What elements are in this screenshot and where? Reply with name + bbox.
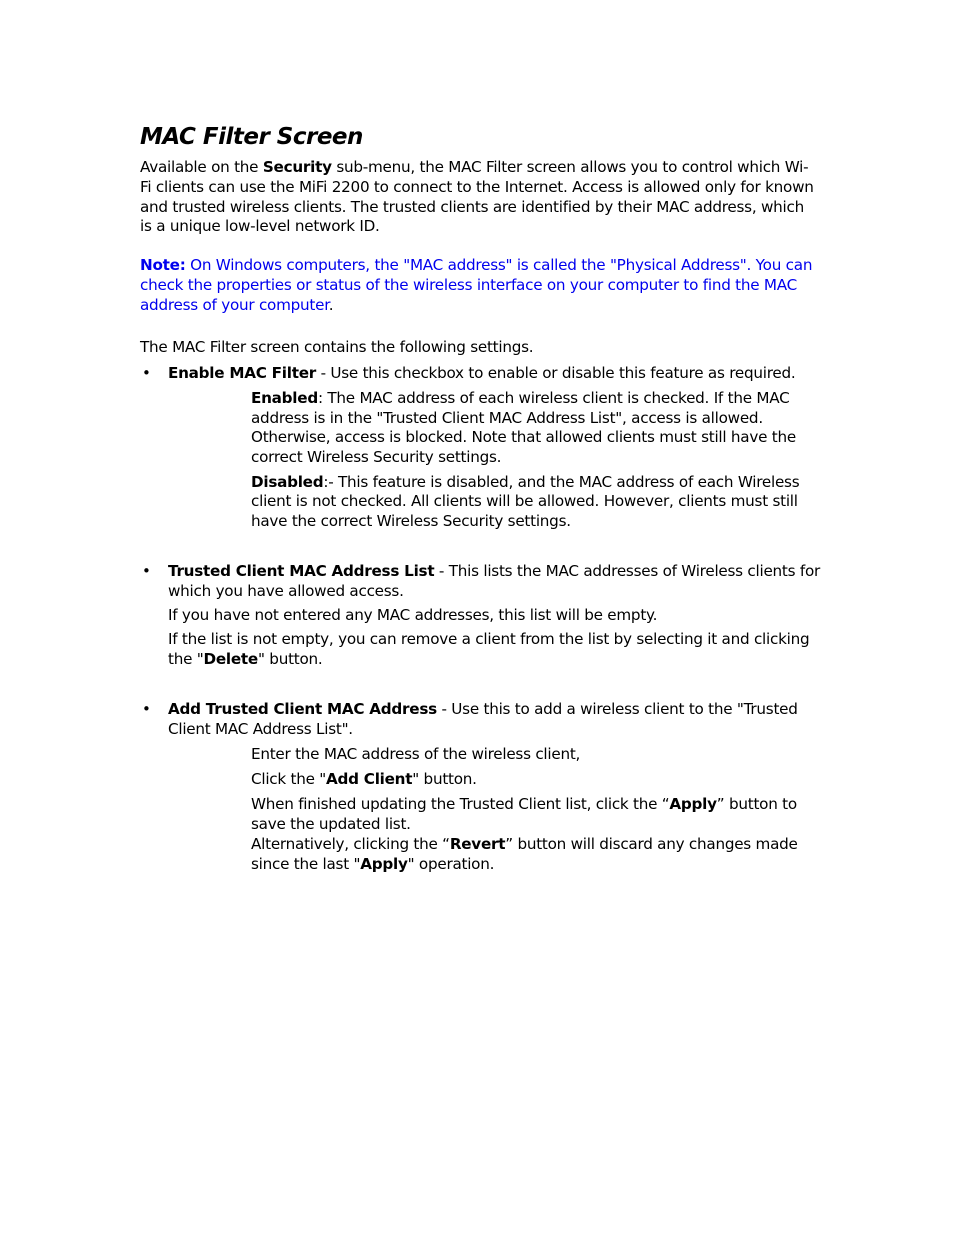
add-step-click [251, 770, 477, 790]
apply-term: Apply [669, 795, 717, 813]
bullet-marker: • [142, 700, 151, 718]
apply-term: Apply [360, 855, 408, 873]
add-client-item [168, 700, 798, 720]
enabled-label: Enabled [251, 389, 318, 407]
add-step-revert-1 [251, 835, 798, 855]
enable-filter-desc: - Use this checkbox to enable or disable this feature as required. [316, 364, 796, 382]
note-line-3 [140, 296, 333, 316]
note-line-1 [140, 256, 812, 276]
add-text: " button. [412, 770, 477, 788]
trusted-remove-line-2 [168, 650, 322, 670]
intro-text: sub-menu, the MAC Filter screen allows you to control which Wi- [331, 158, 809, 176]
page-title: MAC Filter Screen [140, 124, 363, 150]
security-term: Security [262, 158, 332, 176]
add-text: Click the " [251, 770, 327, 788]
trusted-list-label: Trusted Client MAC Address List [168, 562, 435, 580]
add-text: " operation. [407, 855, 495, 873]
add-text: When finished updating the Trusted Client list, click the “ [251, 795, 670, 813]
add-step-apply-1 [251, 795, 797, 815]
note-text: address of your computer [140, 296, 329, 314]
add-client-term: Add Client [326, 770, 413, 788]
add-text: Alternatively, clicking the “ [251, 835, 450, 853]
add-client-desc: - Use this to add a wireless client to the "Trusted [436, 700, 798, 718]
add-client-label: Add Trusted Client MAC Address [168, 700, 437, 718]
note-period: . [328, 296, 334, 314]
enabled-line-4: correct Wireless Security settings. [251, 448, 502, 466]
intro-line-3: and trusted wireless clients. The trusted clients are identified by their MAC address, which [140, 198, 804, 216]
note-text: On Windows computers, the "MAC address" is called the "Physical Address". You can [185, 256, 813, 274]
trusted-list-item [168, 562, 820, 582]
revert-term: Revert [449, 835, 506, 853]
intro-line-4: is a unique low-level network ID. [140, 217, 380, 235]
enabled-text: : The MAC address of each wireless client is checked. If the MAC [317, 389, 790, 407]
note-label: Note: [140, 256, 186, 274]
bullet-marker: • [142, 364, 151, 382]
enabled-line-3: Otherwise, access is blocked. Note that allowed clients must still have the [251, 428, 796, 446]
note-line-2: check the properties or status of the wireless interface on your computer to find the MAC [140, 276, 797, 294]
delete-term: Delete [203, 650, 258, 668]
add-text: ” button will discard any changes made [505, 835, 798, 853]
trusted-empty-note: If you have not entered any MAC addresses, this list will be empty. [168, 606, 658, 624]
trusted-text: " button. [257, 650, 323, 668]
add-text: since the last " [251, 855, 361, 873]
disabled-label: Disabled [251, 473, 324, 491]
trusted-line-2: which you have allowed access. [168, 582, 404, 600]
add-line-2: Client MAC Address List". [168, 720, 353, 738]
add-step-enter: Enter the MAC address of the wireless client, [251, 745, 581, 763]
enable-filter-item [168, 364, 795, 384]
intro-line-1 [140, 158, 808, 178]
disabled-line-3: have the correct Wireless Security settings. [251, 512, 571, 530]
disabled-text: :- This feature is disabled, and the MAC address of each Wireless [323, 473, 800, 491]
enabled-line-2: address is in the "Trusted Client MAC Address List", access is allowed. [251, 409, 763, 427]
trusted-list-desc: - This lists the MAC addresses of Wireless clients for [434, 562, 820, 580]
settings-intro: The MAC Filter screen contains the following settings. [140, 338, 534, 356]
trusted-remove-line-1: If the list is not empty, you can remove a client from the list by selecting it and clicking [168, 630, 810, 648]
add-text: ” button to [716, 795, 797, 813]
intro-text: Available on the [140, 158, 263, 176]
disabled-line-2: client is not checked. All clients will be allowed. However, clients must still [251, 492, 798, 510]
trusted-text: the " [168, 650, 204, 668]
bullet-marker: • [142, 562, 151, 580]
enabled-line-1 [251, 389, 789, 409]
disabled-line-1 [251, 473, 799, 493]
enable-filter-label: Enable MAC Filter [168, 364, 316, 382]
intro-line-2: Fi clients can use the MiFi 2200 to connect to the Internet. Access is allowed only for known [140, 178, 814, 196]
add-step-apply-2: save the updated list. [251, 815, 411, 833]
add-step-revert-2 [251, 855, 494, 875]
